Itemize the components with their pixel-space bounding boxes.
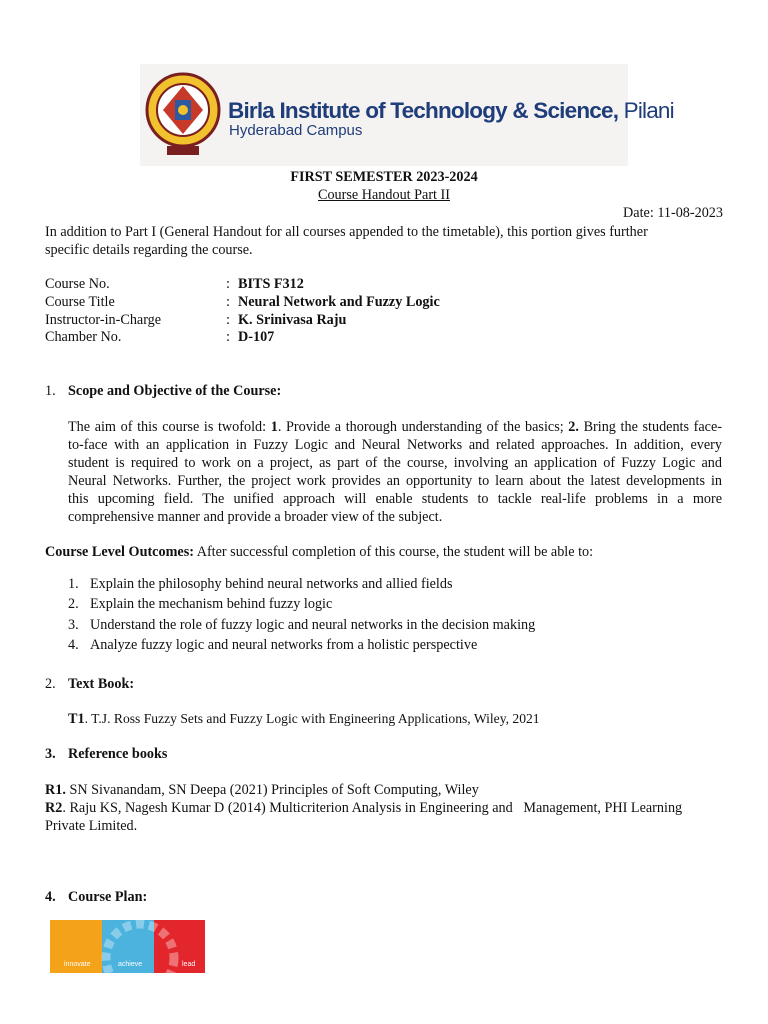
scope-text: . Provide a thorough understanding of the basics;	[277, 419, 569, 435]
section-title-textbook: Text Book:	[68, 676, 135, 692]
scope-text: Bring the students face-	[578, 419, 722, 435]
handout-title: Course Handout Part II	[318, 187, 450, 203]
date-line: Date: 11-08-2023	[623, 205, 723, 221]
scope-line-last: comprehensive manner and provide a broader view of the subject.	[68, 509, 443, 525]
outcomes-intro	[45, 543, 593, 561]
scope-line: student is required to work on a project, as part of the course, involving an application of Fuzzy Logic and	[68, 455, 722, 471]
scope-line: Neural Networks. Further, the project work provides an opportunity to learn about the latest developments in	[68, 473, 722, 489]
bits-seal-logo	[145, 70, 221, 158]
section-number: 2.	[45, 676, 56, 692]
institute-name-main: Birla Institute of Technology & Science,	[228, 98, 619, 123]
reference-text: SN Sivanandam, SN Deepa (2021) Principles of Soft Computing, Wiley	[65, 782, 479, 798]
outcome-item: Understand the role of fuzzy logic and neural networks in the decision making	[90, 617, 536, 633]
institute-city: Pilani	[623, 98, 674, 123]
list-number: 1.	[68, 576, 79, 592]
instructor-label: Instructor-in-Charge	[45, 312, 162, 328]
section-number: 1.	[45, 383, 56, 399]
outcome-item: Analyze fuzzy logic and neural networks from a holistic perspective	[90, 637, 478, 653]
outcome-item: Explain the philosophy behind neural networks and allied fields	[90, 576, 453, 592]
reference-r2	[45, 800, 682, 817]
reference-label: R2	[45, 800, 63, 816]
scope-point-2: 2.	[568, 419, 579, 435]
reference-r1	[45, 782, 479, 799]
list-number: 3.	[68, 617, 79, 633]
list-number: 4.	[68, 637, 79, 653]
scope-point-1: 1	[270, 419, 278, 435]
section-title-course-plan: Course Plan:	[68, 889, 148, 905]
institute-name	[228, 98, 674, 124]
section-title-references: Reference books	[68, 746, 168, 762]
course-no-value: BITS F312	[238, 276, 304, 292]
banner-word-achieve: achieve	[118, 961, 143, 968]
list-number: 2.	[68, 596, 79, 612]
instructor-value: K. Srinivasa Raju	[238, 312, 347, 328]
colon: :	[226, 329, 230, 345]
campus-name: Hyderabad Campus	[229, 122, 363, 139]
outcome-item: Explain the mechanism behind fuzzy logic	[90, 596, 333, 612]
semester-title: FIRST SEMESTER 2023-2024	[290, 169, 478, 185]
section-title-scope: Scope and Objective of the Course:	[68, 383, 282, 399]
reference-label: R1.	[45, 782, 66, 798]
scope-text: The aim of this course is twofold:	[68, 419, 271, 435]
textbook-label: T1	[68, 711, 85, 727]
intro-line-1: In addition to Part I (General Handout for all courses appended to the timetable), this portion gives further	[45, 224, 648, 240]
course-title-value: Neural Network and Fuzzy Logic	[238, 294, 440, 310]
outcomes-label: Course Level Outcomes:	[45, 544, 194, 560]
textbook-text: . T.J. Ross Fuzzy Sets and Fuzzy Logic with Engineering Applications, Wiley, 2021	[84, 711, 540, 726]
section-number: 3.	[45, 746, 56, 762]
scope-line-1	[68, 418, 722, 436]
course-title-label: Course Title	[45, 294, 115, 310]
scope-line: to-face with an application in Fuzzy Logic and Neural Networks and related approaches. In addition, every	[68, 437, 722, 453]
outcomes-text: After successful completion of this course, the student will be able to:	[193, 544, 594, 560]
colon: :	[226, 312, 230, 328]
section-number: 4.	[45, 889, 56, 905]
scope-line: this upcoming field. The unified approach will enable students to tackle real-life problems in a more	[68, 491, 722, 507]
textbook-entry	[68, 711, 540, 728]
banner-word-innovate: innovate	[64, 961, 91, 968]
chamber-value: D-107	[238, 329, 275, 345]
colon: :	[226, 294, 230, 310]
colon: :	[226, 276, 230, 292]
reference-text: . Raju KS, Nagesh Kumar D (2014) Multicriterion Analysis in Engineering and Management, PHI Learning	[62, 800, 683, 816]
intro-line-2: specific details regarding the course.	[45, 242, 253, 258]
chamber-label: Chamber No.	[45, 329, 122, 345]
reference-r2-cont: Private Limited.	[45, 818, 138, 834]
banner-word-lead: lead	[182, 961, 196, 968]
course-no-label: Course No.	[45, 276, 110, 292]
innovate-achieve-lead-banner	[50, 920, 205, 973]
